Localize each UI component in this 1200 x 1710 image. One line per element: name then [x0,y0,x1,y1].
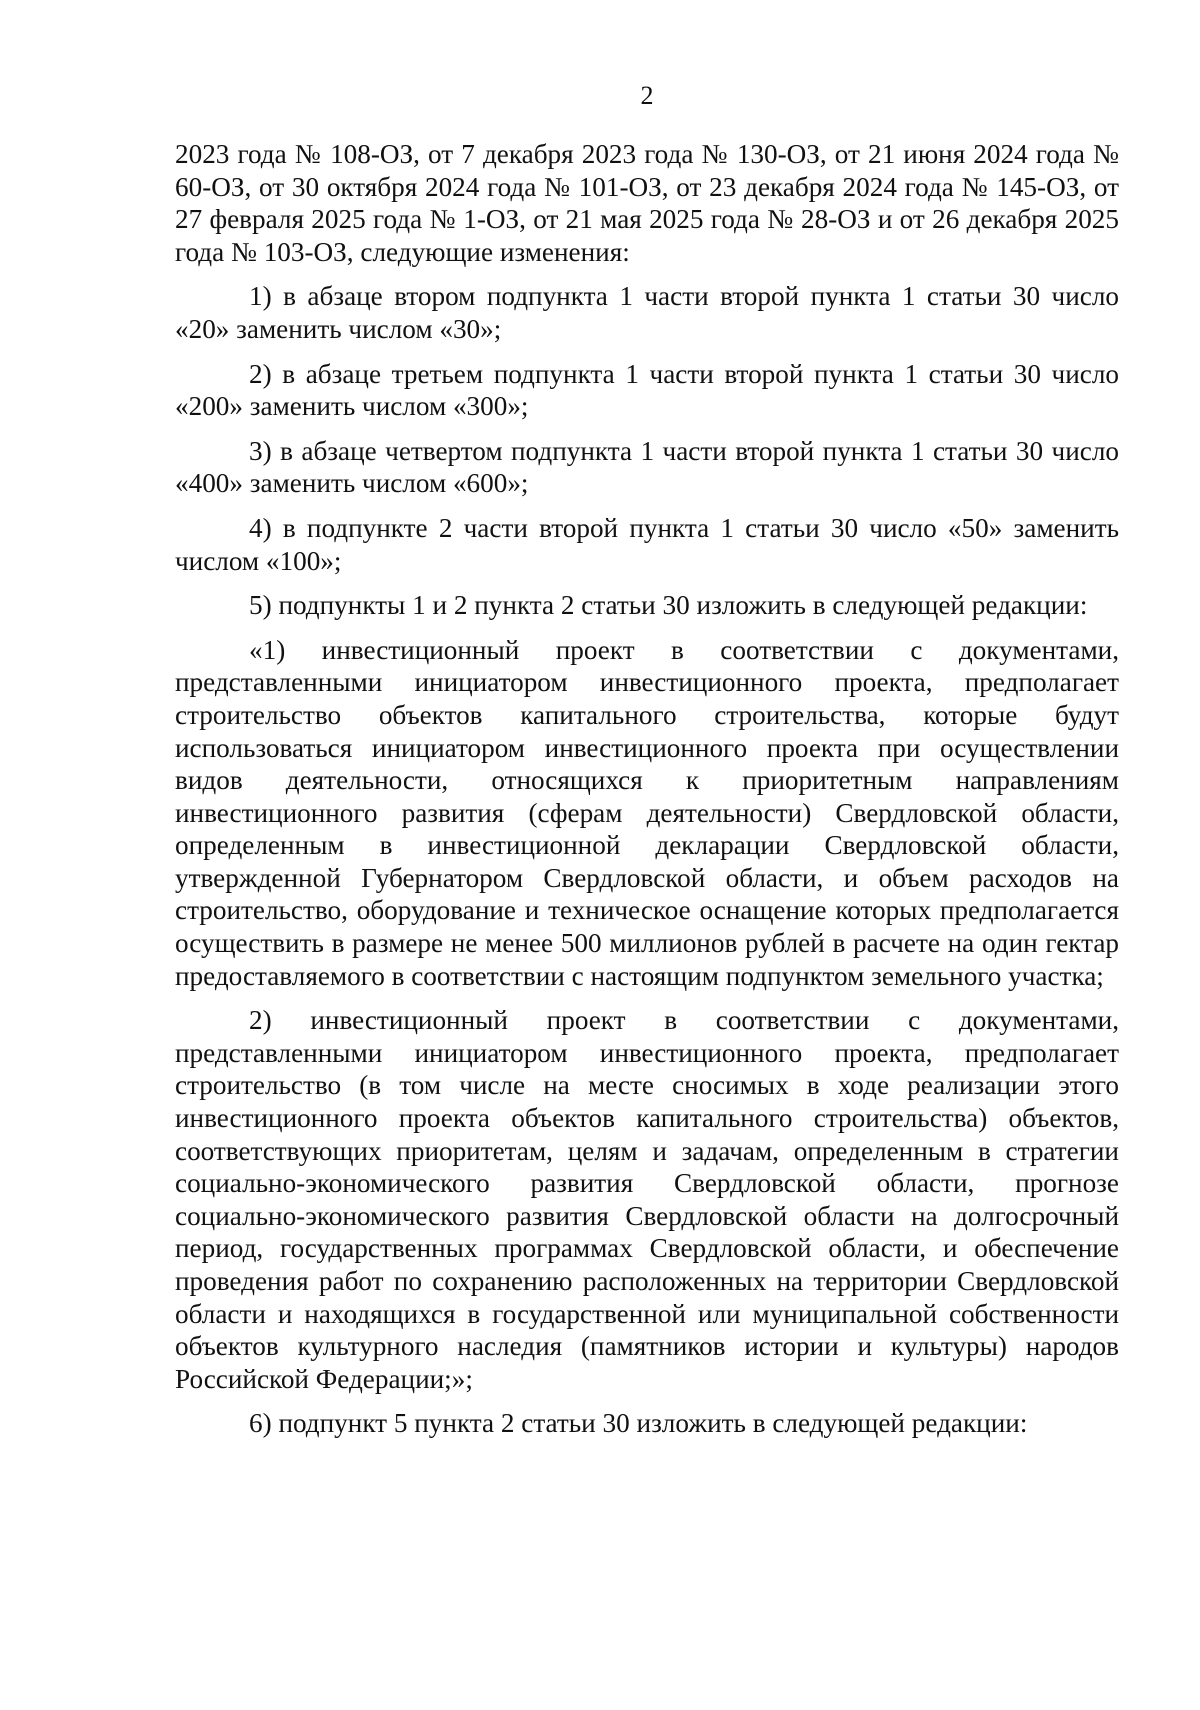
paragraph-item-5: 5) подпункты 1 и 2 пункта 2 статьи 30 изложить в следующей редакции: [249,590,1088,621]
paragraph-item-6: 6) подпункт 5 пункта 2 статьи 30 изложить в следующей редакции: [249,1408,1028,1439]
document-page [175,80,1119,1452]
paragraph-quoted-subitem-1: «1) инвестиционный проект в соответствии с документами, представленными инициатором инвестиционного проекта, предполагает строительство объектов капитального строительства, которые будут использоваться инициатором инвестиционного проекта при осуществлении видов деятельности, относящихся к приоритетным направлениям инвестиционного развития (сферам деятельности) Свердловской области, определенным в инвестиционной декларации Свердловской области, утвержденной Губернатором Свердловской области, и объем расходов на строительство, оборудование и техническое оснащение которых предполагается осуществить в размере не менее 500 миллионов рублей в расчете на один гектар предоставляемого в соответствии с настоящим подпунктом земельного участка; [175,634,1119,991]
paragraph-item-2: 2) в абзаце третьем подпункта 1 части второй пункта 1 статьи 30 число «200» заменить числом «300»; [175,358,1119,422]
paragraph-item-3: 3) в абзаце четвертом подпункта 1 части второй пункта 1 статьи 30 число «400» заменить числом «600»; [175,435,1119,499]
paragraph-item-1: 1) в абзаце втором подпункта 1 части второй пункта 1 статьи 30 число «20» заменить числом «30»; [175,281,1119,344]
page-number: 2 [640,81,654,110]
paragraph-item-4: 4) в подпункте 2 части второй пункта 1 статьи 30 число «50» заменить числом «100»; [175,512,1119,576]
paragraph-intro: 2023 года № 108-ОЗ, от 7 декабря 2023 года № 130-ОЗ, от 21 июня 2024 года № 60-ОЗ, от 30 октября 2024 года № 101-ОЗ, от 23 декабря 2024 года № 145-ОЗ, от 27 февраля 2025 года № 1-ОЗ, от 21 мая 2025 года № 28-ОЗ и от 26 декабря 2025 года № 103-ОЗ, следующие изменения: [175,139,1119,267]
paragraph-quoted-subitem-2: 2) инвестиционный проект в соответствии с документами, представленными инициатором инвестиционного проекта, предполагает строительство (в том числе на месте сносимых в ходе реализации этого инвестиционного проекта объектов капитального строительства) объектов, соответствующих приоритетам, целям и задачам, определенным в стратегии социально-экономического развития Свердловской области, прогнозе социально-экономического развития Свердловской области на долгосрочный период, государственных программах Свердловской области, и обеспечение проведения работ по сохранению расположенных на территории Свердловской области и находящихся в государственной или муниципальной собственности объектов культурного наследия (памятников истории и культуры) народов Российской Федерации;»; [175,1005,1119,1394]
